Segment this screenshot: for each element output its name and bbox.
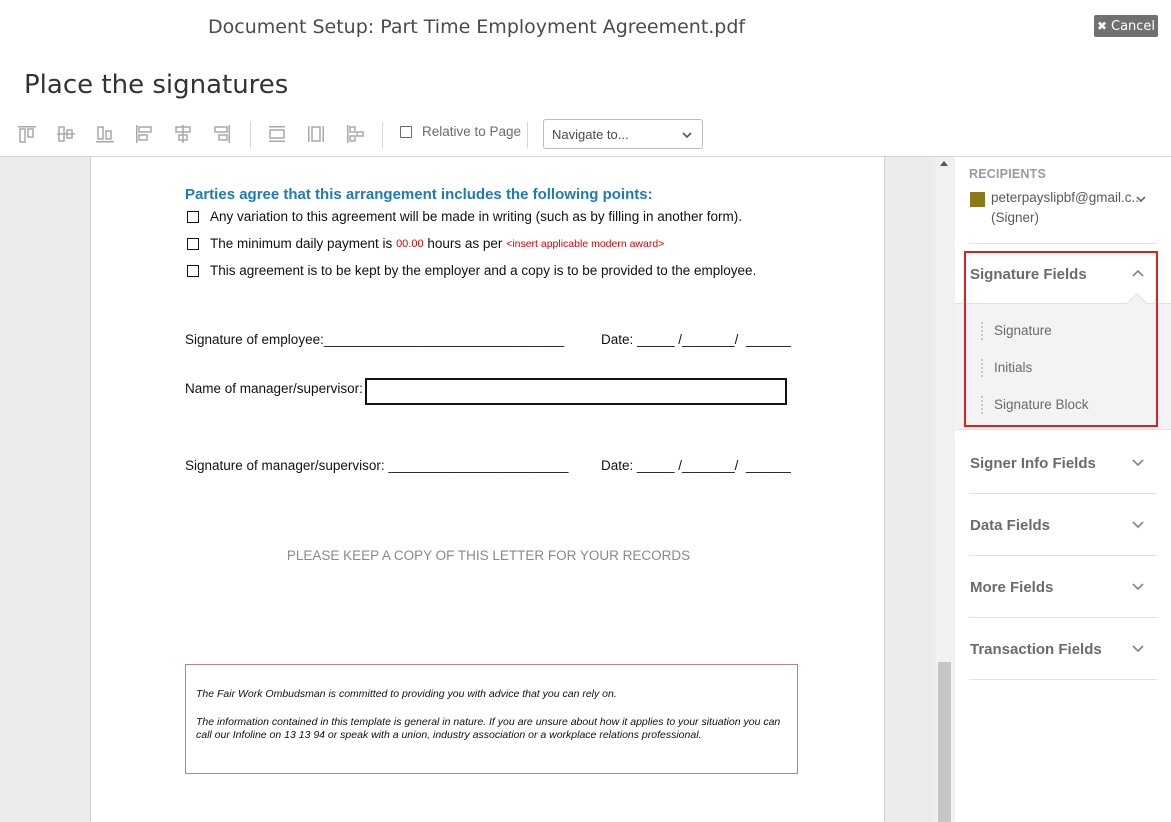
point-checkbox (187, 211, 199, 223)
panel-divider (969, 617, 1157, 618)
fields-panel (955, 156, 1171, 822)
document-page[interactable] (90, 157, 885, 822)
close-icon: ✖ (1096, 19, 1107, 33)
panel-divider (969, 243, 1157, 244)
manager-name-field[interactable] (365, 378, 787, 405)
match-width-icon[interactable] (306, 124, 326, 144)
cancel-button[interactable] (1094, 15, 1158, 37)
document-viewport[interactable] (0, 156, 955, 822)
relative-to-page-checkbox[interactable] (400, 126, 412, 138)
more-fields-header[interactable]: More Fields (970, 579, 1054, 596)
manager-name-label: Name of manager/supervisor: (185, 381, 363, 396)
match-height-icon[interactable] (267, 124, 287, 144)
align-bottom-icon[interactable] (95, 124, 115, 144)
payment-value: 00.00 (396, 237, 424, 250)
chevron-down-icon (681, 129, 693, 141)
signature-field-item[interactable]: Signature (981, 322, 1052, 340)
chevron-down-icon[interactable] (1131, 579, 1145, 593)
panel-divider (969, 493, 1157, 494)
recipient-color-swatch (970, 192, 985, 207)
ombudsman-text: The Fair Work Ombudsman is committed to providing you with advice that you can rely on. (196, 688, 617, 700)
point-text: This agreement is to be kept by the employer and a copy is to be provided to the employee. (210, 263, 757, 278)
toolbar-divider (250, 122, 251, 148)
toolbar-divider (527, 122, 528, 148)
agreement-point (187, 236, 664, 251)
signature-block-field-item[interactable]: Signature Block (981, 396, 1089, 414)
distribute-icon[interactable] (345, 124, 365, 144)
ombudsman-notice (185, 664, 798, 774)
align-left-icon[interactable] (134, 124, 154, 144)
chevron-down-icon[interactable] (1131, 641, 1145, 655)
chevron-down-icon[interactable] (1131, 517, 1145, 531)
align-center-icon[interactable] (173, 124, 193, 144)
scroll-up-arrow-icon[interactable] (940, 161, 948, 166)
manager-signature-line: Signature of manager/supervisor: ________________________ (185, 458, 569, 473)
relative-to-page-label[interactable]: Relative to Page (422, 124, 522, 139)
signer-info-fields-header[interactable]: Signer Info Fields (970, 455, 1096, 472)
section-pointer (1127, 293, 1147, 313)
panel-divider (969, 555, 1157, 556)
agreement-point (187, 263, 756, 278)
align-top-icon[interactable] (17, 124, 37, 144)
employee-signature-line: Signature of employee:________________________________ (185, 332, 565, 347)
align-right-icon[interactable] (212, 124, 232, 144)
cancel-label: Cancel (1111, 18, 1156, 34)
manager-date-line: Date: _____ /_______/ ______ (601, 458, 791, 473)
panel-divider (969, 679, 1157, 680)
signature-fields-header[interactable]: Signature Fields (970, 266, 1087, 283)
recipient-email[interactable]: peterpayslipbf@gmail.c... (991, 190, 1143, 205)
parties-heading: Parties agree that this arrangement includes the following points: (185, 186, 653, 203)
document-title: Document Setup: Part Time Employment Agreement.pdf (208, 16, 746, 38)
toolbar-divider (382, 122, 383, 148)
point-checkbox (187, 238, 199, 250)
employee-date-line: Date: _____ /_______/ ______ (601, 332, 791, 347)
agreement-point (187, 209, 742, 224)
recipients-heading: RECIPIENTS (969, 167, 1047, 181)
point-text: Any variation to this agreement will be made in writing (such as by filling in another form). (210, 209, 742, 224)
ombudsman-text: The information contained in this template is general in nature. If you are unsure about how it applies to your situation you can call our Infoline on 13 13 94 or speak with a union, industry association or a workplace relations professional. (196, 716, 781, 741)
signature-fields-list (955, 303, 1171, 430)
keep-copy-notice: PLEASE KEEP A COPY OF THIS LETTER FOR YOUR RECORDS (286, 548, 691, 563)
point-text: hours as per (423, 236, 507, 251)
data-fields-header[interactable]: Data Fields (970, 517, 1051, 534)
scroll-thumb[interactable] (938, 662, 951, 822)
chevron-up-icon[interactable] (1131, 267, 1145, 281)
vertical-scrollbar[interactable] (935, 157, 955, 822)
transaction-fields-header[interactable]: Transaction Fields (970, 641, 1102, 658)
recipient-role: (Signer) (991, 210, 1040, 225)
recipient-chevron-down-icon[interactable] (1135, 193, 1147, 205)
point-checkbox (187, 265, 199, 277)
award-placeholder: <insert applicable modern award> (506, 237, 665, 250)
page-title: Place the signatures (24, 70, 289, 100)
initials-field-item[interactable]: Initials (981, 359, 1032, 377)
alignment-toolbar (0, 118, 1171, 150)
navigate-to-value: Navigate to... (552, 127, 629, 142)
align-middle-icon[interactable] (56, 124, 76, 144)
chevron-down-icon[interactable] (1131, 455, 1145, 469)
navigate-to-select[interactable] (543, 119, 703, 149)
point-text: The minimum daily payment is (210, 236, 397, 251)
